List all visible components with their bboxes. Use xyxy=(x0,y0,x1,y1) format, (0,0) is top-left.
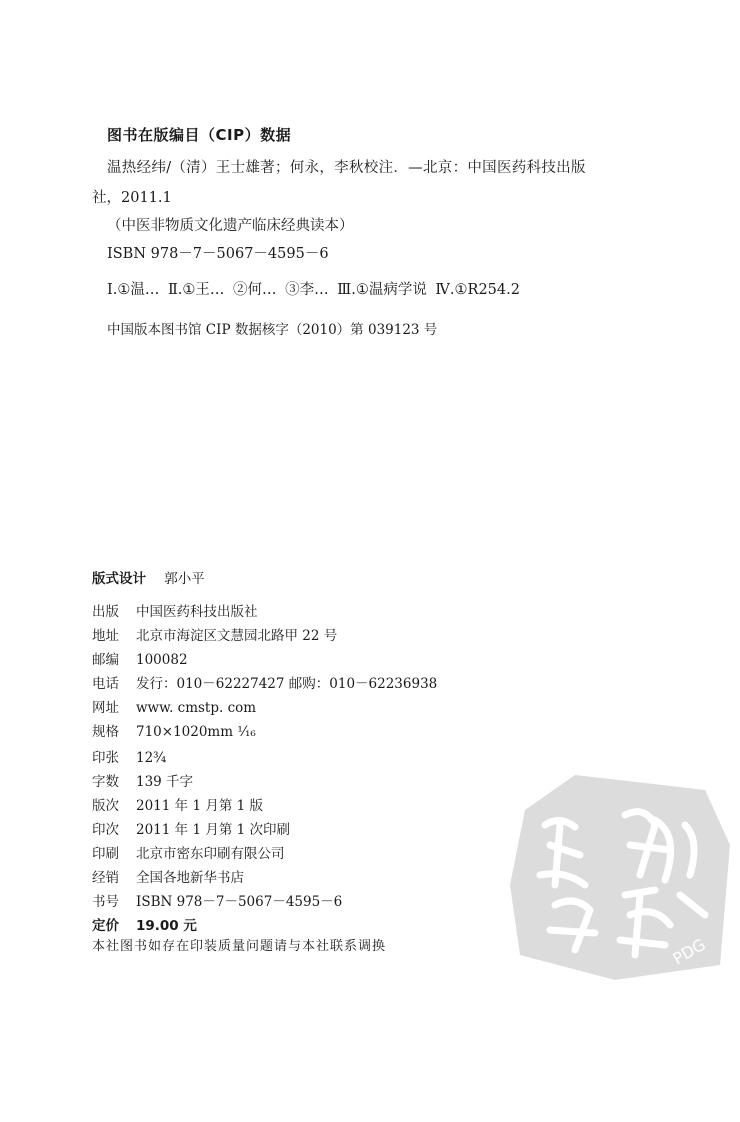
info-value: 710×1020mm ¹⁄₁₆ xyxy=(136,724,256,740)
cip-record: 中国版本图书馆 CIP 数据核字（2010）第 039123 号 xyxy=(107,322,438,338)
quality-notice: 本社图书如存在印装质量问题请与本社联系调换 xyxy=(92,939,387,954)
info-row-distributor xyxy=(92,866,244,886)
info-key: 书号 xyxy=(92,894,119,910)
info-value: 19.00 元 xyxy=(136,918,197,934)
info-key: 印张 xyxy=(92,750,119,766)
info-key: 字数 xyxy=(92,774,119,790)
info-value: 北京市密东印刷有限公司 xyxy=(136,846,285,862)
info-key: 规格 xyxy=(92,724,119,740)
pdg-seal-watermark xyxy=(505,765,735,985)
info-key: 印次 xyxy=(92,822,119,838)
info-key: 电话 xyxy=(92,676,119,692)
info-row-sheets xyxy=(92,746,166,766)
info-value: 北京市海淀区文慧园北路甲 22 号 xyxy=(136,628,338,644)
info-row-postcode xyxy=(92,648,188,668)
info-row-phone xyxy=(92,672,437,692)
cip-line-3: （中医非物质文化遗产临床经典读本） xyxy=(107,218,354,234)
info-row-edition xyxy=(92,794,263,814)
info-value: 139 千字 xyxy=(136,774,194,790)
info-key: 邮编 xyxy=(92,652,119,668)
designer-line xyxy=(92,567,205,587)
info-value: 100082 xyxy=(136,652,188,668)
info-row-isbn xyxy=(92,890,342,910)
info-row-price xyxy=(92,914,197,934)
info-key: 地址 xyxy=(92,628,119,644)
info-row-address xyxy=(92,624,337,644)
info-value: 中国医药科技出版社 xyxy=(136,604,258,620)
cip-isbn: ISBN 978－7－5067－4595－6 xyxy=(107,246,329,262)
info-value: 12¾ xyxy=(136,750,167,766)
cip-title: 图书在版编目（CIP）数据 xyxy=(107,126,292,144)
info-key: 网址 xyxy=(92,700,119,716)
info-value: 发行：010－62227427 邮购：010－62236938 xyxy=(136,676,438,692)
info-row-website xyxy=(92,696,256,716)
cip-classification: Ⅰ.①温… Ⅱ.①王… ②何… ③李… Ⅲ.①温病学说 Ⅳ.①R254.2 xyxy=(107,282,520,298)
seal-text: PDG xyxy=(669,934,709,969)
info-key: 定价 xyxy=(92,918,119,934)
info-value: 2011 年 1 月第 1 版 xyxy=(136,798,263,814)
designer-name: 郭小平 xyxy=(164,571,205,587)
info-row-format xyxy=(92,720,256,740)
info-row-wordcount xyxy=(92,770,193,790)
info-key: 版次 xyxy=(92,798,119,814)
info-row-printing xyxy=(92,818,290,838)
info-value: 全国各地新华书店 xyxy=(136,870,244,886)
info-key: 印刷 xyxy=(92,846,119,862)
info-key: 经销 xyxy=(92,870,119,886)
cip-line-1: 温热经纬/（清）王士雄著；何永，李秋校注．—北京：中国医药科技出版 xyxy=(107,160,586,176)
info-key: 出版 xyxy=(92,604,119,620)
cip-line-2: 社，2011.1 xyxy=(92,190,172,206)
info-row-printer xyxy=(92,842,285,862)
info-value: www. cmstp. com xyxy=(136,700,257,716)
info-value: 2011 年 1 月第 1 次印刷 xyxy=(136,822,290,838)
info-value: ISBN 978－7－5067－4595－6 xyxy=(136,894,343,910)
info-row-publisher xyxy=(92,600,258,620)
designer-label: 版式设计 xyxy=(92,571,146,587)
